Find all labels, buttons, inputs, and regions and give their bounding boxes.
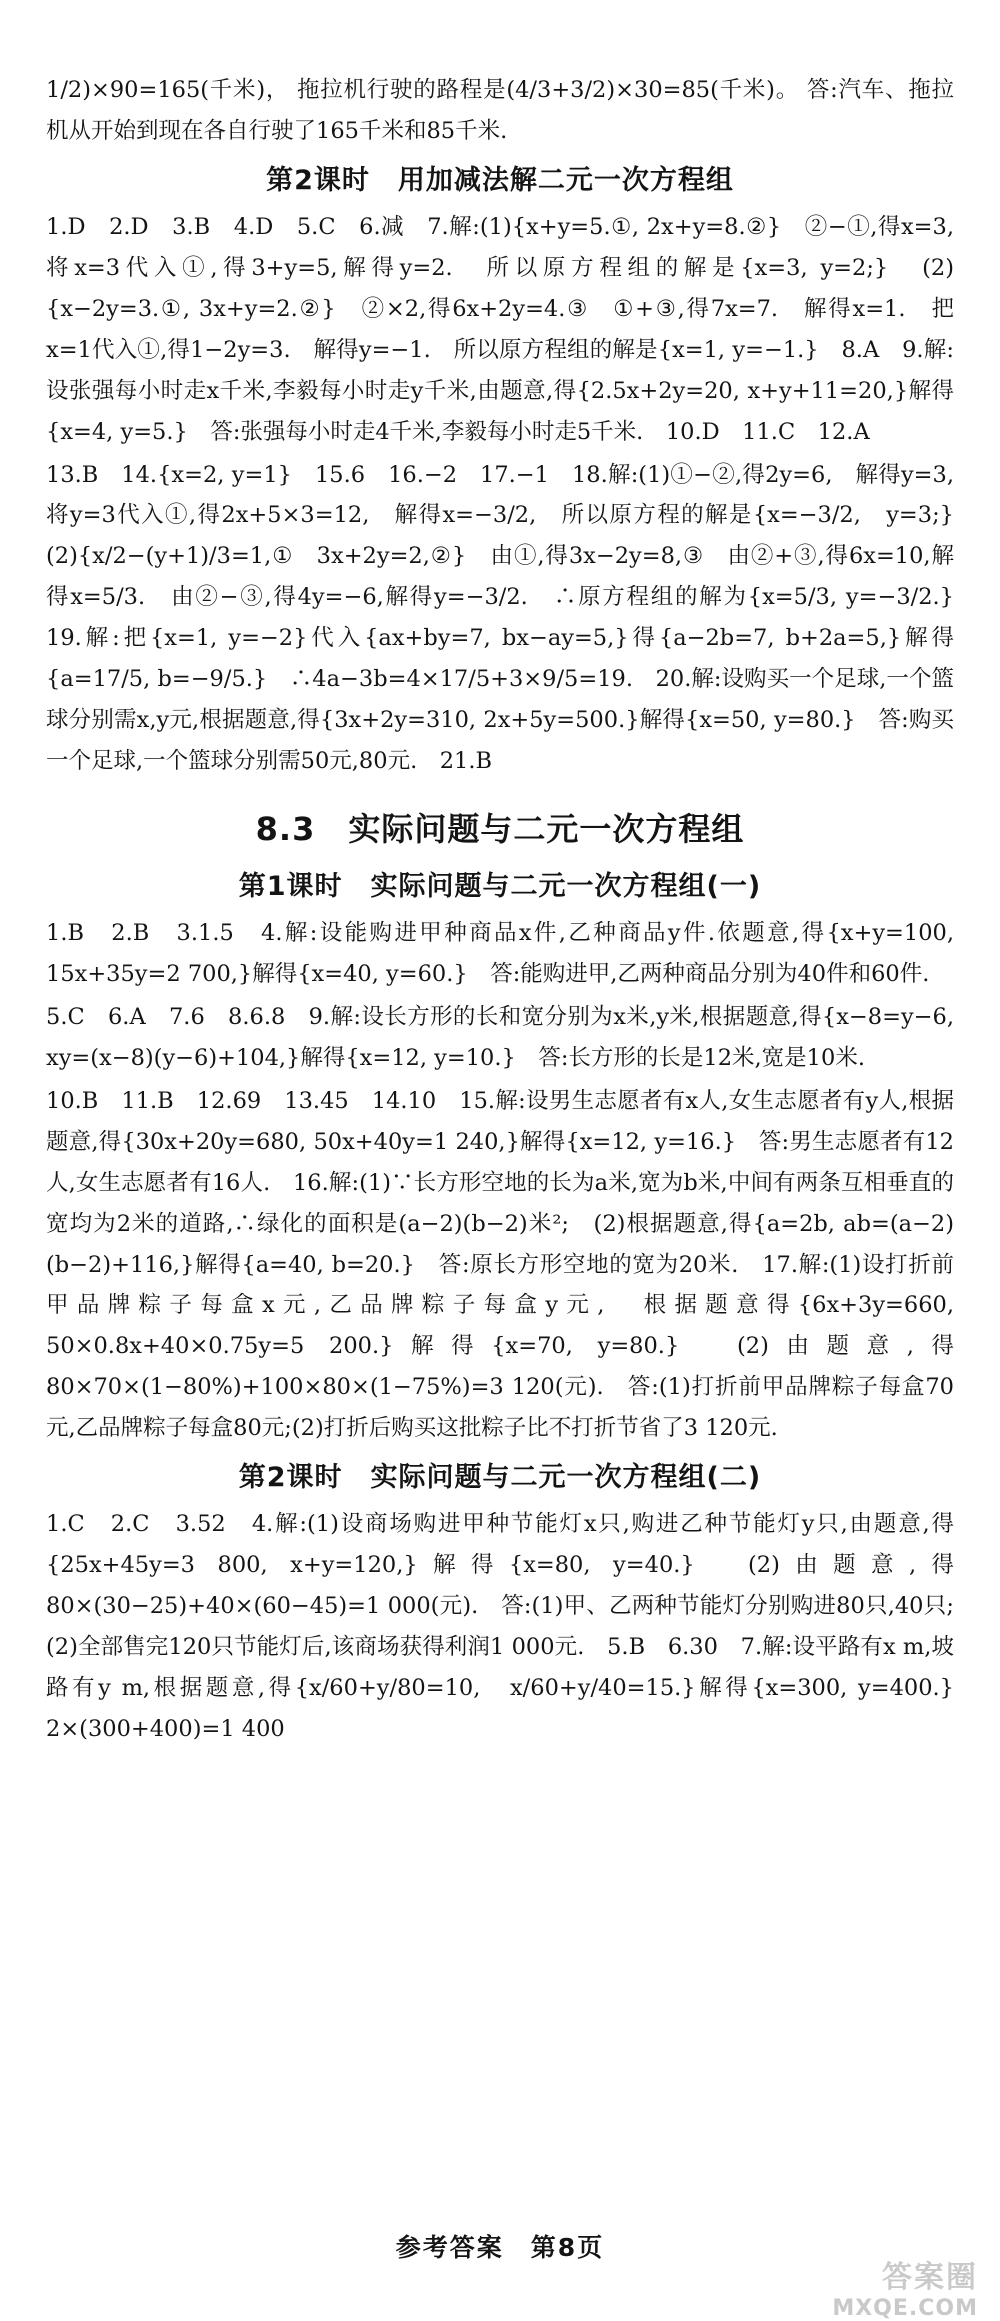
answer-paragraph: 1.C 2.C 3.52 4.解:(1)设商场购进甲种节能灯x只,购进乙种节能灯y只,由题意,得{25x+45y=3 800, x+y=120,}解得{x=80, y=40.} (2)由题意,得80×(30−25)+40×(60−45)=1 000(元). 答:(1)甲、乙两种节能灯分别购进80只,40只;(2)全部售完120只节能灯后,该商场获得利润1 000元. 5.B 6.30 7.解:设平路有x m,坡路有y m,根据题意,得{x/60+y/80=10, x/60+y/40=15.}解得{x=300, y=400.} 2×(300+400)=1 400 [46,1511,977,1742]
section-title: 8.3 实际问题与二元一次方程组 [255,810,745,848]
page-footer: 参考答案 第8页 [395,2233,605,2262]
lesson-2-title: 第2课时 用加减法解二元一次方程组 [266,164,734,196]
watermark-logo: 答案圈 [882,2260,978,2295]
answer-paragraph: 10.B 11.B 12.69 13.45 14.10 15.解:设男生志愿者有x人,女生志愿者有y人,根据题意,得{30x+20y=680, 50x+40y=1 240,}解得{x=12, y=16.} 答:男生志愿者有12人,女生志愿者有16人. 16.解:(1)∵长方形空地的长为a米,宽为b米,中间有两条互相垂直的宽均为2米的道路,∴绿化的面积是(a−2)(b−2)米²; (2)根据题意,得{a=2b, ab=(a−2)(b−2)+116,}解得{a=40, b=20.} 答:原长方形空地的宽为20米. 17.解:(1)设打折前甲品牌粽子每盒x元,乙品牌粽子每盒y元, 根据题意得{6x+3y=660, 50×0.8x+40×0.75y=5 200.}解得{x=70, y=80.} (2)由题意,得80×70×(1−80%)+100×80×(1−75%)=3 120(元). 答:(1)打折前甲品牌粽子每盒70元,乙品牌粽子每盒80元;(2)打折后购买这批粽子比不打折节省了3 120元. [46,1087,954,1442]
lesson-1-title: 第1课时 实际问题与二元一次方程组(一) [238,871,762,902]
watermark-url: MXQE.COM [832,2296,978,2321]
lesson-2b-title: 第2课时 实际问题与二元一次方程组(二) [238,1462,762,1494]
answer-paragraph: 13.B 14.{x=2, y=1} 15.6 16.−2 17.−1 18.解:(1)①−②,得2y=6, 解得y=3,将y=3代入①,得2x+5×3=12, 解得x=−3/2, 所以原方程的解是{x=−3/2, y=3;} (2){x/2−(y+1)/3=1,① 3x+2y=2,②} 由①,得3x−2y=8,③ 由②+③,得6x=10,解得x=5/3. 由②−③,得4y=−6,解得y=−3/2. ∴原方程组的解为{x=5/3, y=−3/2.} 19.解:把{x=1, y=−2}代入{ax+by=7, bx−ay=5,}得{a−2b=7, b+2a=5,}解得{a=17/5, b=−9/5.} ∴4a−3b=4×17/5+3×9/5=19. 20.解:设购买一个足球,一个篮球分别需x,y元,根据题意,得{3x+2y=310, 2x+5y=500.}解得{x=50, y=80.} 答:购买一个足球,一个篮球分别需50元,80元. 21.B [46,461,977,775]
intro-paragraph: 1/2)×90=165(千米)， 拖拉机行驶的路程是(4/3+3/2)×30=85(千米)。 答:汽车、拖拉机从开始到现在各自行驶了165千米和85千米. [46,77,954,144]
answer-paragraph: 5.C 6.A 7.6 8.6.8 9.解:设长方形的长和宽分别为x米,y米,根据题意,得{x−8=y−6, xy=(x−8)(y−6)+104,}解得{x=12, y=10.} 答:长方形的长是12米,宽是10米. [46,1003,954,1071]
watermark [832,2252,978,2321]
answer-paragraph: 1.B 2.B 3.1.5 4.解:设能购进甲种商品x件,乙种商品y件.依题意,得{x+y=100, 15x+35y=2 700,}解得{x=40, y=60.} 答:能购进甲,乙两种商品分别为40件和60件. [46,920,954,987]
answer-paragraph: 1.D 2.D 3.B 4.D 5.C 6.减 7.解:(1){x+y=5.①, 2x+y=8.②} ②−①,得x=3, 将x=3代入①,得3+y=5,解得y=2. 所以原方程组的解是{x=3, y=2;} (2){x−2y=3.①, 3x+y=2.②} ②×2,得6x+2y=4.③ ①+③,得7x=7. 解得x=1. 把x=1代入①,得1−2y=3. 解得y=−1. 所以原方程组的解是{x=1, y=−1.} 8.A 9.解:设张强每小时走x千米,李毅每小时走y千米,由题意,得{2.5x+2y=20, x+y+11=20,}解得{x=4, y=5.} 答:张强每小时走4千米,李毅每小时走5千米. 10.D 11.C 12.A [46,213,977,445]
